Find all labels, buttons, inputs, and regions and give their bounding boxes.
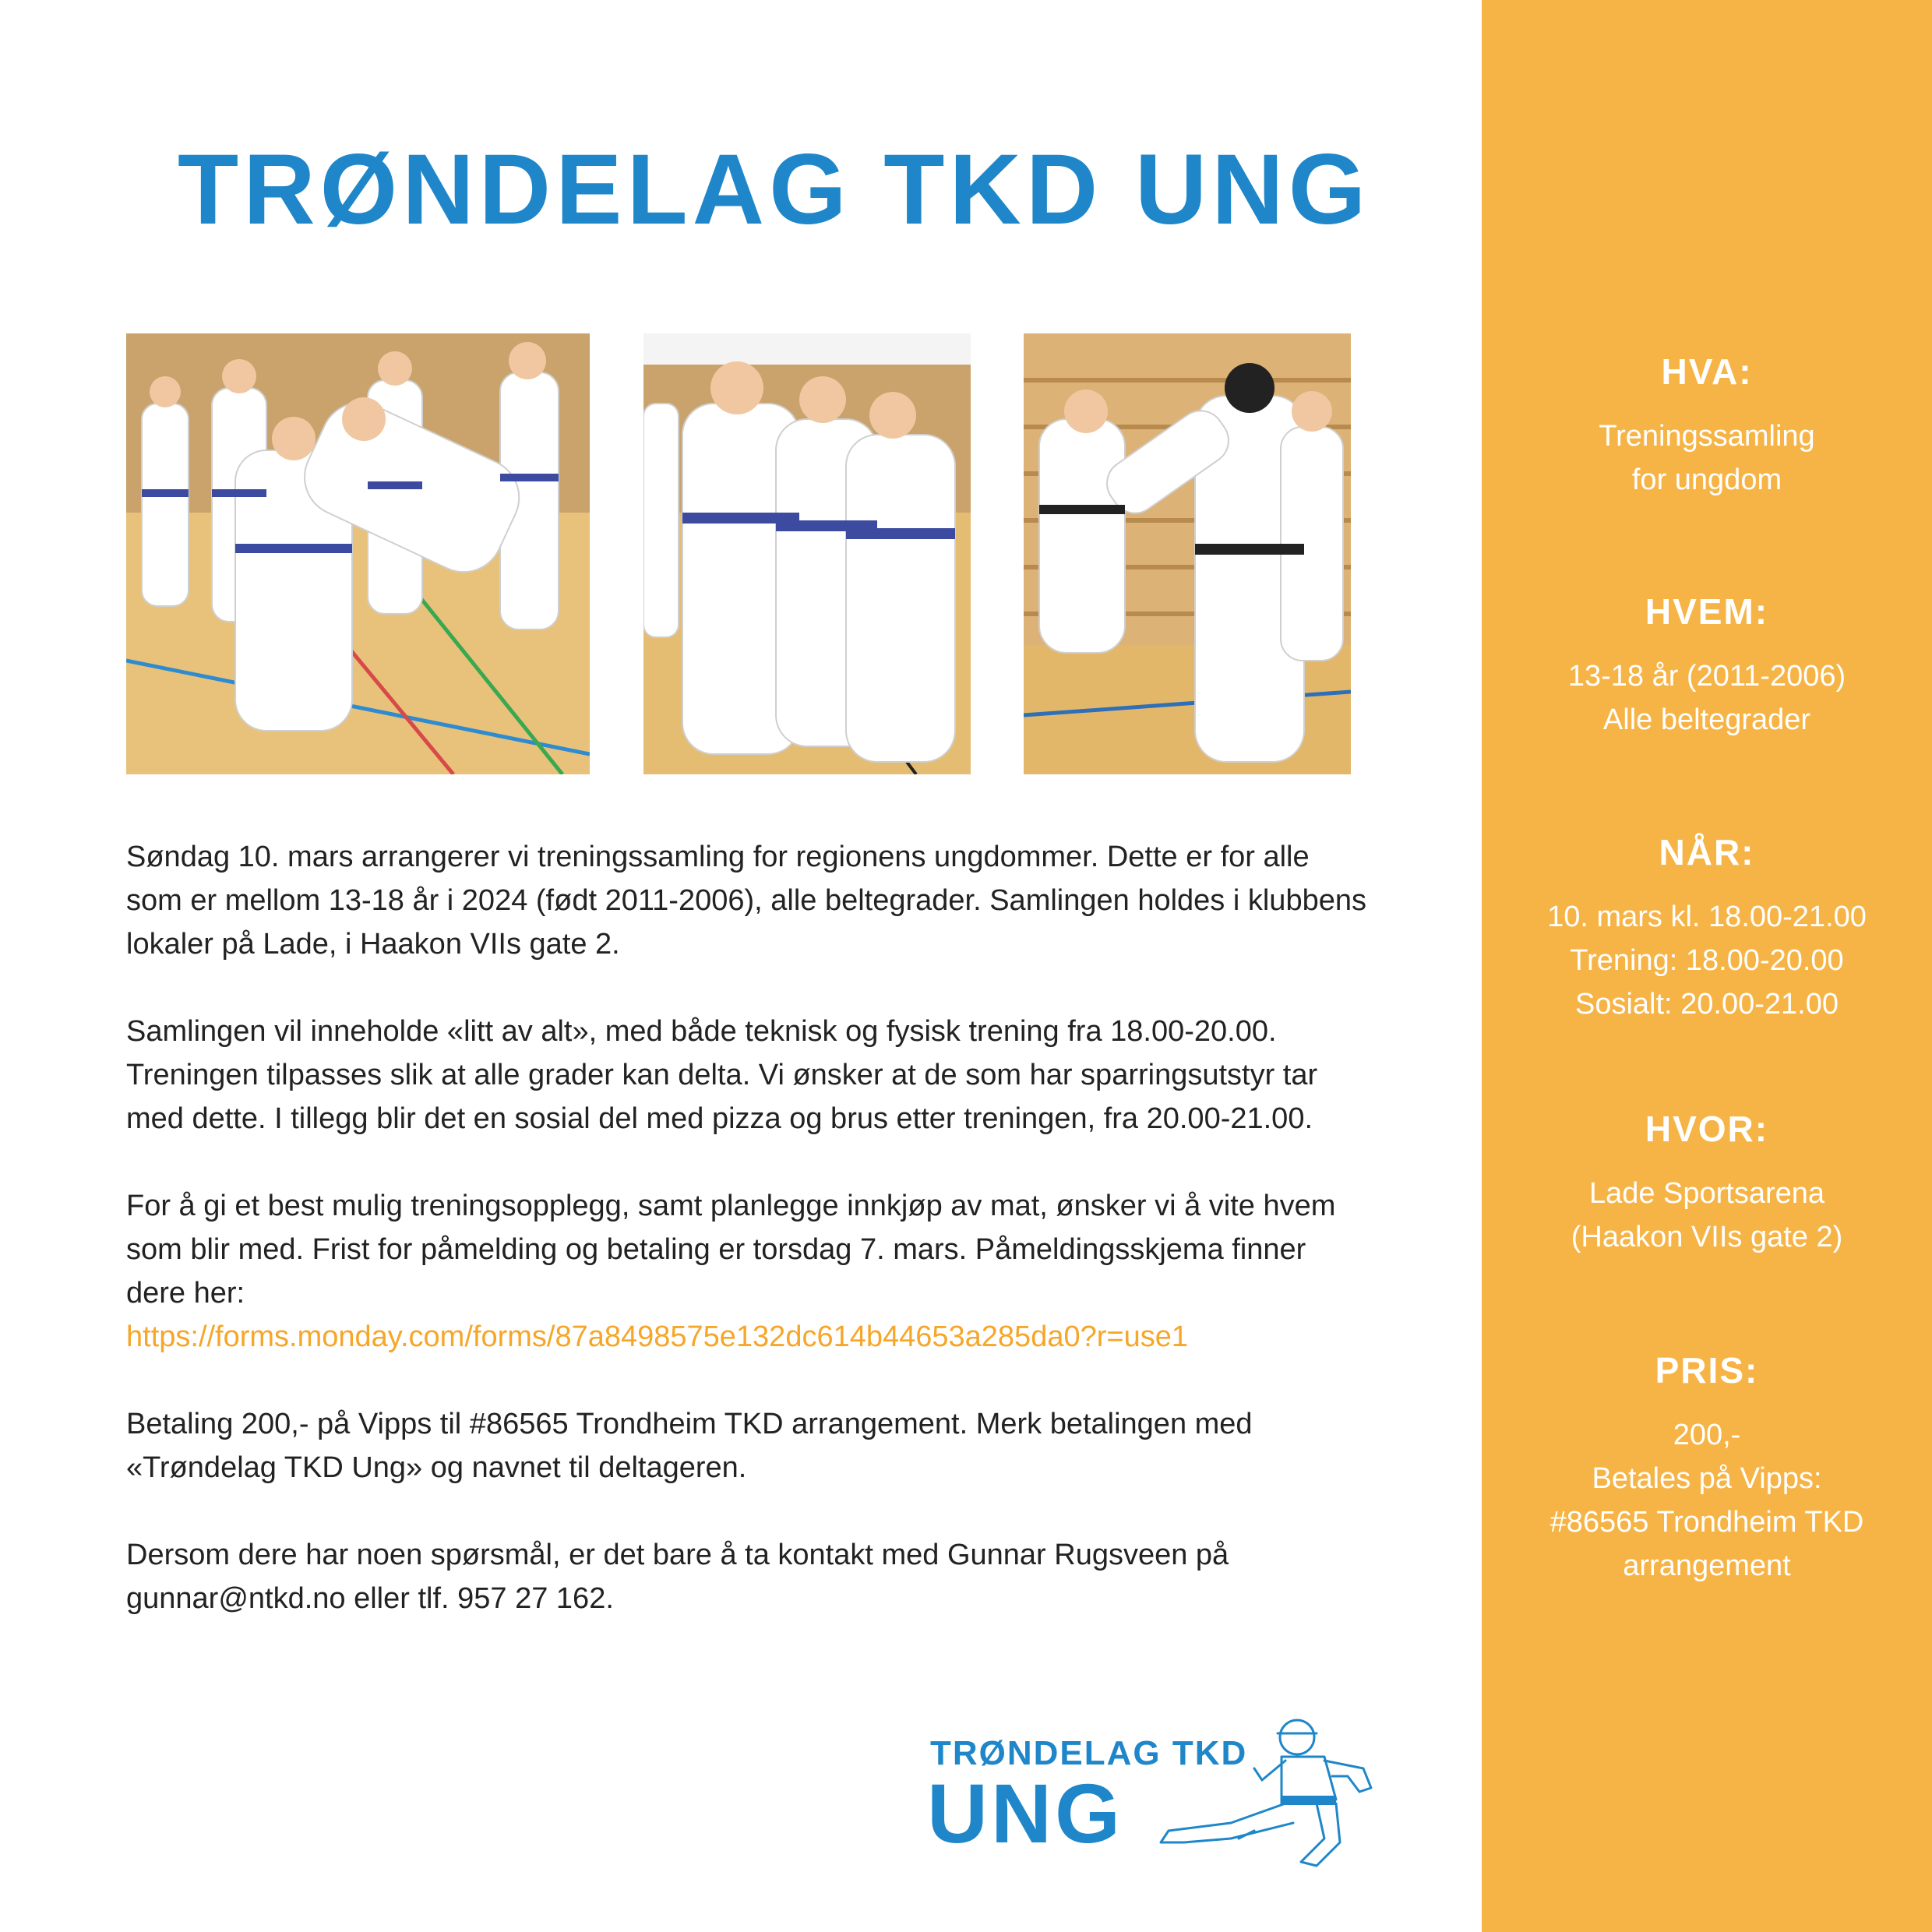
section-hvem-line: Alle beltegrader (1602, 703, 1811, 736)
section-hvor-line: Lade Sportsarena (1588, 1177, 1825, 1210)
info-sidebar (1482, 0, 1932, 1932)
section-pris (1482, 1349, 1932, 1588)
section-pris-line: 200,- (1673, 1419, 1741, 1451)
section-pris-line: #86565 Trondheim TKD (1549, 1506, 1864, 1539)
section-hva (1482, 351, 1932, 502)
section-hvor (1482, 1108, 1932, 1259)
section-naar-line: 10. mars kl. 18.00-21.00 (1547, 901, 1867, 933)
section-naar-line: Sosialt: 20.00-21.00 (1574, 988, 1839, 1021)
body-text (126, 835, 1373, 1664)
section-hvem-line: 13-18 år (2011-2006) (1567, 660, 1846, 693)
paragraph-payment: Betaling 200,- på Vipps til #86565 Trondheim TKD arrangement. Merk betalingen med «Trøndelag TKD Ung» og navnet til deltageren. (126, 1408, 1253, 1484)
section-hva-line: Treningssamling (1599, 420, 1815, 453)
photo-stretching-kick (1024, 333, 1351, 774)
section-hvem (1482, 591, 1932, 742)
section-hvor-line: (Haakon VIIs gate 2) (1571, 1221, 1843, 1253)
page-title: TRØNDELAG TKD UNG (178, 134, 1371, 245)
paragraph-contact: Dersom dere har noen spørsmål, er det bare å ta kontakt med Gunnar Rugsveen på gunnar@ntkd.no eller tlf. 957 27 162. (126, 1539, 1229, 1615)
section-pris-line: Betales på Vipps: (1592, 1462, 1822, 1495)
paragraph-content: Samlingen vil inneholde «litt av alt», med både teknisk og fysisk trening fra 18.00-20.00. Treningen tilpasses slik at alle grader kan delta. Vi ønsker at de som har sparringsutstyr tar med dette. I tillegg blir det en sosial del med pizza og brus etter treningen, fra 20.00-21.00. (126, 1015, 1318, 1135)
trondelag-tkd-ung-logo (927, 1714, 1394, 1870)
section-hva-line: for ungdom (1631, 464, 1782, 496)
section-hvor-heading: HVOR: (1645, 1109, 1769, 1149)
section-hva-heading: HVA: (1661, 351, 1753, 392)
photo-sparring-throw (126, 333, 590, 774)
logo-top-text: TRØNDELAG TKD (930, 1734, 1248, 1772)
photo-students-talking (643, 333, 971, 774)
logo-big-text: UNG (927, 1766, 1123, 1860)
section-pris-line: arrangement (1623, 1549, 1791, 1582)
paragraph-intro: Søndag 10. mars arrangerer vi treningssamling for regionens ungdommer. Dette er for alle som er mellom 13-18 år i 2024 (født 2011-2006), alle beltegrader. Samlingen holdes i klubbens lokaler på Lade, i Haakon VIIs gate 2. (126, 841, 1366, 961)
section-naar-line: Trening: 18.00-20.00 (1570, 944, 1844, 977)
section-naar (1482, 831, 1932, 1026)
registration-text: For å gi et best mulig treningsopplegg, samt planlegge innkjøp av mat, ønsker vi å vite hvem som blir med. Frist for påmelding og betaling er torsdag 7. mars. Påmeldingsskjema finner dere her: (126, 1190, 1336, 1310)
registration-link[interactable]: https://forms.monday.com/forms/87a8498575e132dc614b44653a285da0?r=use1 (126, 1320, 1188, 1353)
taekwondo-kick-figure-icon (1137, 1714, 1394, 1870)
section-pris-heading: PRIS: (1655, 1350, 1759, 1391)
section-naar-heading: NÅR: (1659, 832, 1755, 873)
section-hvem-heading: HVEM: (1645, 591, 1769, 632)
paragraph-registration (126, 1184, 1373, 1359)
